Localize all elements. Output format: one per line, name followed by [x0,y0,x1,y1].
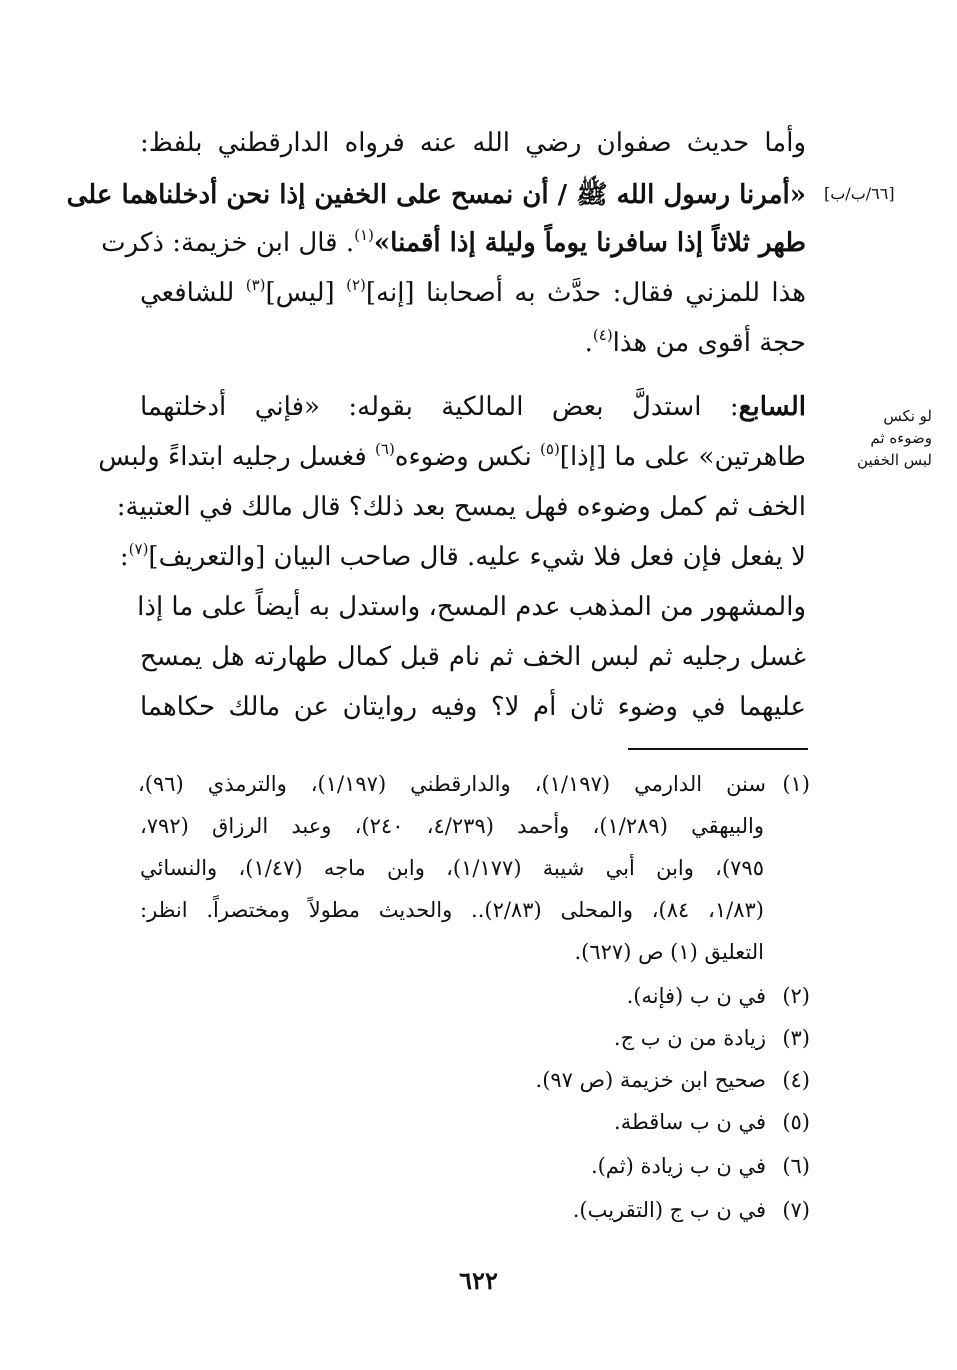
footnote-number: (٤) [782,1068,810,1092]
margin-note-line: وضوءه ثم [870,429,932,447]
p2-line4: لا يفعل فإن فعل فلا شيء عليه. قال صاحب البيان [والتعريف]$^{(٧)}$: [119,540,806,572]
p2-line2: طاهرتين» على ما [إذا]$^{(٥)}$ نكس وضوءه$^{(٦)}$ فغسل رجليه ابتداءً ولبس [98,440,806,472]
p2-line5: والمشهور من المذهب عدم المسح، واستدل به أيضاً على ما إذا [137,592,806,622]
footnote-7: (٧)في ن ب ج (التقريب). [572,1198,810,1222]
footnote-number: (٢) [782,984,810,1008]
footnote-6: (٦)في ن ب زيادة (ثم). [590,1154,810,1178]
footnote-4: (٤)صحيح ابن خزيمة (ص ٩٧). [535,1068,810,1092]
footnote-1: (١)سنن الدارمي (١/١٩٧)، والدارقطني (١/١٩٧)، والترمذي (٩٦)، [138,772,810,796]
footnote-number: (١) [782,772,810,796]
footnote-ref-4[interactable]: (٤) [592,326,613,344]
p2-line1: السابع: استدلَّ بعض المالكية بقوله: «فإني أدخلتهما [140,392,806,422]
footnote-ref-3[interactable]: (٣) [245,276,266,294]
footnote-1-line: والبيهقي (١/٢٨٩)، وأحمد (٤/٢٣٩، ٢٤٠)، وعبد الرزاق (٧٩٢، [140,814,765,838]
footnote-ref-6[interactable]: (٦) [375,440,395,458]
footnote-number: (٧) [782,1198,810,1222]
footnote-1-line: التعليق (١) ص (٦٢٧). [574,940,764,964]
footnote-1-line: ٧٩٥)، وابن أبي شيبة (١/١٧٧)، وابن ماجه (١/٤٧)، والنسائي [140,856,764,880]
p1-line2: «أمرنا رسول الله ﷺ / أن نمسح على الخفين إذا نحن أدخلناهما على [66,180,806,210]
footnote-5: (٥)في ن ب ساقطة. [614,1110,810,1134]
footnote-separator [628,748,808,750]
p2-line3: الخف ثم كمل وضوءه فهل يمسح بعد ذلك؟ قال مالك في العتبية: [116,492,806,522]
section-heading: السابع [738,392,806,422]
footnote-2: (٢)في ن ب (فإنه). [626,984,810,1008]
footnote-ref-5[interactable]: (٥) [540,440,560,458]
p2-line6: غسل رجليه ثم لبس الخف ثم نام قبل كمال طهارته هل يمسح [140,642,806,672]
page-number: ٦٢٢ [459,1266,498,1295]
margin-note-line: لبس الخفين [857,451,932,469]
p1-line4: هذا للمزني فقال: حدَّث به أصحابنا [إنه]$^{(٢)}$ [ليس]$^{(٣)}$ للشافعي [140,276,806,308]
footnote-1-line: (١/٨٣، ٨٤)، والمحلى (٢/٨٣).. والحديث مطولاً ومختصراً. انظر: [140,898,764,922]
p1-line1: وأما حديث صفوان رضي الله عنه فرواه الدارقطني بلفظ: [140,128,806,158]
footnote-ref-2[interactable]: (٢) [346,276,366,294]
footnote-number: (٦) [782,1154,810,1178]
footnote-number: (٣) [782,1026,810,1050]
margin-note-line: لو نكس [883,407,932,425]
p1-line3: طهر ثلاثاً إذا سافرنا يوماً وليلة إذا أقمنا»$^{(١)}$. قال ابن خزيمة: ذكرت [101,226,806,258]
margin-note [828,405,932,471]
footnote-ref-7[interactable]: (٧) [128,540,149,558]
footnote-3: (٣)زيادة من ن ب ج. [613,1026,810,1050]
p2-line7: عليهما في وضوء ثان أم لا؟ وفيه روايتان عن مالك حكاهما [140,692,806,722]
p1-line5: حجة أقوى من هذا$^{(٤)}$. [584,326,806,358]
folio-marker: [٦٦/ب/ب] [824,184,895,203]
footnote-number: (٥) [782,1110,810,1134]
footnote-ref-1[interactable]: (١) [354,226,374,244]
